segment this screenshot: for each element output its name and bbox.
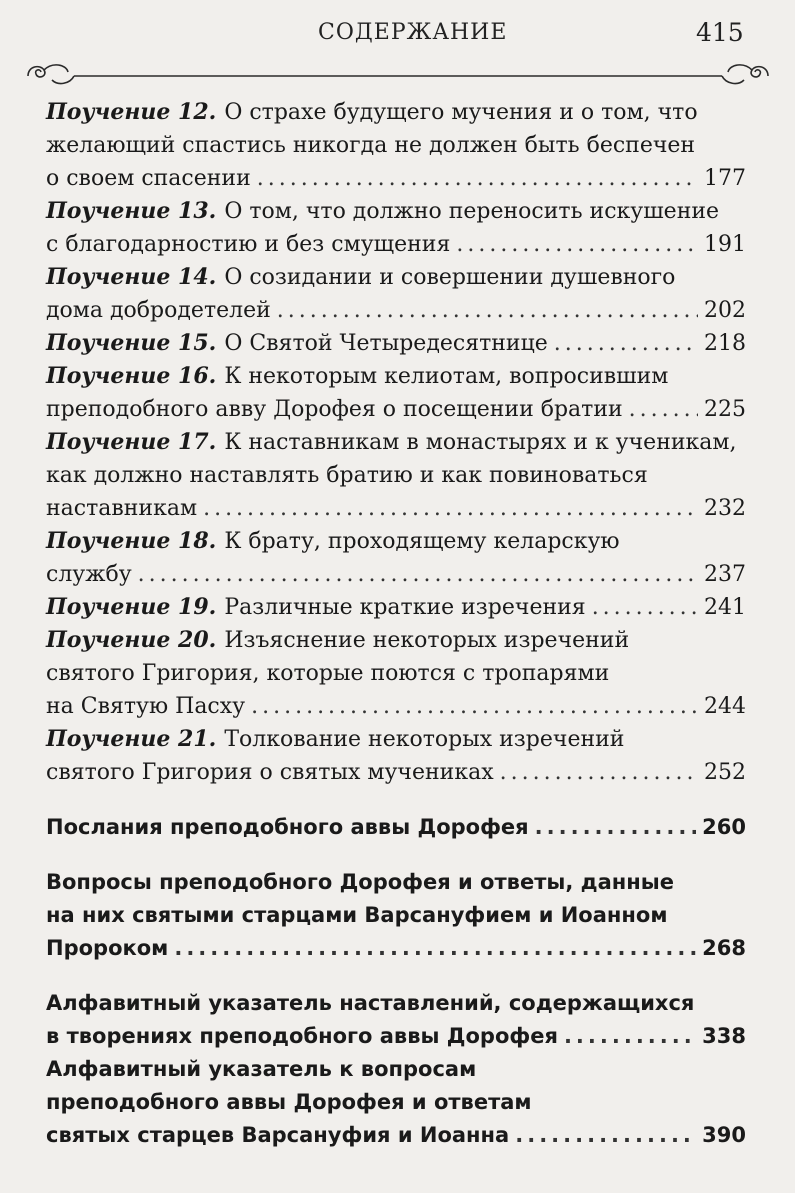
toc-entry[interactable]: Поучение 16. К некоторым келиотам, вопросившим преподобного авву Дорофея о посещении братии ..... 225 [46,360,746,426]
running-header [0,14,795,54]
section-page: 260 [702,815,746,839]
entry-page: 225 [704,397,746,422]
toc-entry[interactable]: Поучение 12. О страхе будущего мучения и о том, что желающий спастись никогда не должен быть беспечен о своем спасении ..... 177 [46,96,746,195]
toc-section[interactable]: Вопросы преподобного Дорофея и ответы, данные на них святыми старцами Варсануфием и Иоанном Пророком ..... 268 [46,866,746,965]
toc-section[interactable]: Алфавитный указатель наставлений, содержащихся в творениях преподобного аввы Дорофея ..... 338 [46,987,746,1053]
toc-entry[interactable]: Поучение 17. К наставникам в монастырях и к ученикам, как должно наставлять братию и как повиноваться наставникам ..... 232 [46,426,746,525]
toc-entry[interactable]: Поучение 18. К брату, проходящему келарскую службу ..... 237 [46,525,746,591]
toc-entry[interactable]: Поучение 20. Изъяснение некоторых изречений святого Григория, которые поются с тропарями на Святую Пасху ..... 244 [46,624,746,723]
entry-page: 252 [704,760,746,785]
entry-page: 202 [704,298,746,323]
entry-page: 218 [704,331,746,356]
entry-page: 232 [704,496,746,521]
entry-page: 241 [704,595,746,620]
toc-entry[interactable]: Поучение 15. О Святой Четыредесятнице ..... 218 [46,327,746,360]
entry-page: 244 [704,694,746,719]
section-page: 338 [702,1024,746,1048]
entry-page: 177 [704,166,746,191]
entry-page: 191 [704,232,746,257]
header-title: СОДЕРЖАНИЕ [318,20,508,45]
toc-section[interactable]: Послания преподобного аввы Дорофея ..... 260 [46,811,746,844]
header-ornament-rule [22,56,774,92]
section-page: 390 [702,1123,746,1147]
table-of-contents [46,96,746,1152]
page-number: 415 [696,18,744,47]
toc-entry[interactable]: Поучение 14. О созидании и совершении душевного дома добродетелей ..... 202 [46,261,746,327]
toc-entry[interactable]: Поучение 21. Толкование некоторых изречений святого Григория о святых мучениках ..... 252 [46,723,746,789]
entry-page: 237 [704,562,746,587]
section-page: 268 [702,936,746,960]
toc-entry[interactable]: Поучение 19. Различные краткие изречения ..... 241 [46,591,746,624]
toc-entry[interactable]: Поучение 13. О том, что должно переносить искушение с благодарностию и без смущения ..... 191 [46,195,746,261]
toc-section[interactable]: Алфавитный указатель к вопросам преподобного аввы Дорофея и ответам святых старцев Варсануфия и Иоанна ..... 390 [46,1053,746,1152]
